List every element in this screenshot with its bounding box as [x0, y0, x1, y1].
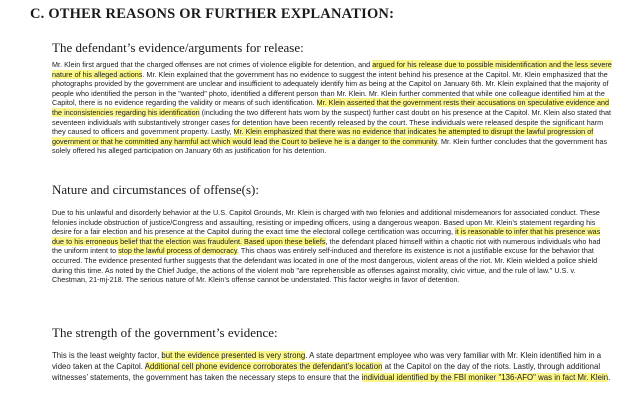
body-text: Due to his unlawful and disorderly behavior at the U.S. Capitol Grounds, Mr. Klein is charged with two felonies and additional misdemeanors for associated conduct. These felonies include obstruction of justice/Congress and assaulting, resisting or impeding officers, using a dangerous weapon. Based upon Mr. Klein’s statement regarding his desire for a fair election and his presence at the Capitol during the exact time the electoral college certification was occurring, — [52, 208, 600, 237]
body-text: . This chaos was entirely self-induced and therefore its existence is not a justifiable excuse for the behavior that occurred. The evidence presented further suggests that the defendant was located in one of the most dangerous, violent areas of the riot. Mr. Klein wielded a police shield during this time. As noted by the Chief Judge, the actions of the violent mob "are reprehensible as offenses against morality, civic virtue, and the rule of law." U.S. v. Chestman, 21-mj-218. The serious nature of Mr. Klein’s offense cannot be understated. This factor weighs in favor of detention. — [52, 246, 598, 285]
evidence-strength-heading: The strength of the government’s evidence: — [52, 325, 278, 340]
evidence-strength-paragraph — [52, 350, 612, 383]
defendant-arguments-heading: The defendant’s evidence/arguments for release: — [52, 40, 304, 55]
highlighted-text: it is reasonable to infer that his presence was due to his erroneous belief that the election was fraudulent. Based upon these beliefs — [52, 227, 601, 246]
body-text: . A state department employee who was very familiar with Mr. Klein identified him in a video taken at the Capitol. — [52, 351, 602, 371]
nature-circumstances-heading: Nature and circumstances of offense(s): — [52, 182, 259, 197]
body-text: (including the two different hats worn by the suspect) further cast doubt on his presence at the Capitol. Mr. Klein also stated that seventeen individuals with substantively stronger cases for detention have been recently released by the court. These individuals were released despite the significant harm they caused to officers and government property. Lastly, — [52, 107, 612, 137]
body-text: . — [608, 373, 611, 382]
highlighted-text: individual identified by the FBI moniker "136-AFO" was in fact Mr. Klein — [361, 373, 609, 382]
highlighted-text: argued for his release due to possible misidentification and the less severe nature of his alleged actions — [52, 60, 612, 79]
body-text: Mr. Klein first argued that the charged offenses are not crimes of violence eligible for detention, and — [52, 60, 373, 69]
highlighted-text: Mr. Klein asserted that the government rests their accusations on speculative evidence and the inconsistencies regarding his identification — [52, 98, 610, 117]
highlighted-text: Additional cell phone evidence corroborates the defendant’s location — [144, 362, 383, 371]
nature-circumstances-paragraph — [52, 208, 612, 285]
highlighted-text: stop the lawful process of democracy — [118, 246, 237, 256]
body-text: . Mr. Klein further concludes that the government has solely offered his alleged participation on January 6th as justification for his detention. — [52, 136, 608, 156]
body-text: . Mr. Klein explained that the government has no evidence to suggest the intent behind his presence at the Capitol. Mr. Klein emphasized that the photographs provided by the government are unclear and insufficient to adequately identify him as being at the Capitol on January 6th. Mr. Klein explained that the majority of people who identified the person in the "wanted" photo, identified a different person than Mr. Klein. Mr. Klein further commented that while one colleague identified him at the Capitol, there is no evidence regarding the validity or means of such identification. — [52, 69, 609, 108]
section-title: C. OTHER REASONS OR FURTHER EXPLANATION: — [30, 6, 395, 22]
body-text: This is the least weighty factor, — [52, 351, 162, 360]
highlighted-text: but the evidence presented is very strong — [161, 351, 306, 360]
body-text: at the Capitol on the day of the riots. Lastly, through additional witnesses’ statements, the government has taken the necessary steps to ensure that the — [52, 362, 601, 382]
defendant-arguments-paragraph — [52, 60, 612, 156]
body-text: , the defendant placed himself within a chaotic riot with numerous individuals who had the uniform intent to — [52, 236, 601, 256]
highlighted-text: Mr. Klein emphasized that there was no evidence that indicates he attempted to disrupt the lawful progression of government or that he committed any harmful act which would lead the Court to believe he is a danger to the community — [52, 127, 594, 146]
